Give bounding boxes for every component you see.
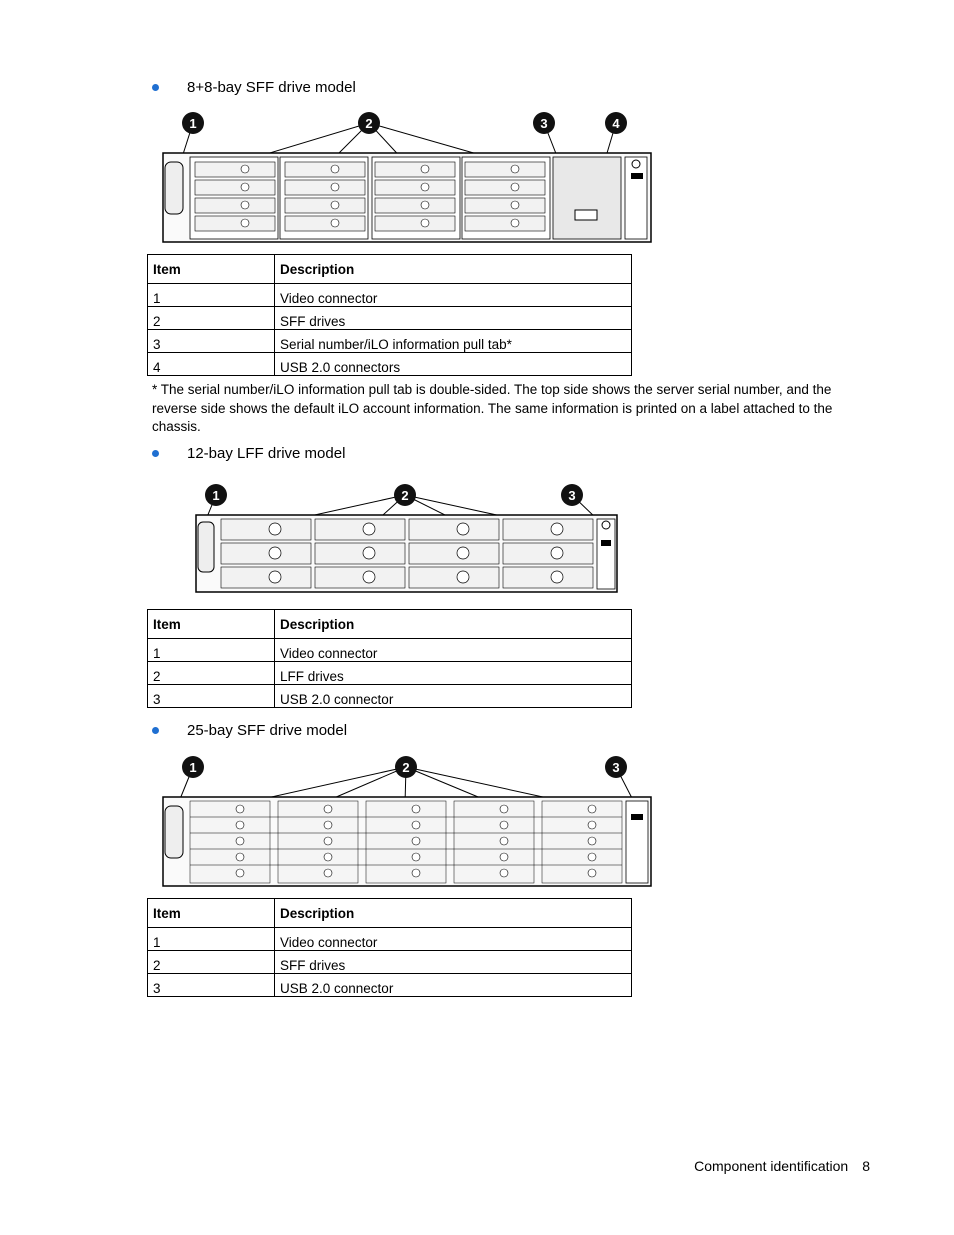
header-description: Description bbox=[275, 610, 632, 639]
header-item: Item bbox=[148, 255, 275, 284]
cell-description: Serial number/iLO information pull tab* bbox=[275, 330, 632, 353]
cell-item: 3 bbox=[148, 685, 275, 708]
figure-8-8-bay-sff bbox=[160, 110, 655, 246]
bullet-12-bay-lff bbox=[152, 445, 345, 462]
callout-1 bbox=[182, 112, 204, 134]
callout-1 bbox=[205, 484, 227, 506]
cell-description: Video connector bbox=[275, 284, 632, 307]
table-row bbox=[148, 330, 632, 353]
header-item: Item bbox=[148, 610, 275, 639]
table-row bbox=[148, 639, 632, 662]
callout-2 bbox=[395, 756, 417, 778]
cell-description: SFF drives bbox=[275, 307, 632, 330]
svg-text:2: 2 bbox=[365, 116, 373, 131]
cell-item: 2 bbox=[148, 307, 275, 330]
svg-text:2: 2 bbox=[401, 488, 409, 503]
cell-item: 3 bbox=[148, 330, 275, 353]
header-description: Description bbox=[275, 255, 632, 284]
cell-item: 4 bbox=[148, 353, 275, 376]
page-footer bbox=[694, 1158, 870, 1174]
footer-section-title: Component identification bbox=[694, 1158, 849, 1174]
bullet-label: 25-bay SFF drive model bbox=[187, 722, 348, 739]
table-row bbox=[148, 307, 632, 330]
table-25-bay bbox=[147, 898, 632, 997]
cell-description: USB 2.0 connector bbox=[275, 974, 632, 997]
callout-2 bbox=[358, 112, 380, 134]
figure-12-bay-lff bbox=[193, 482, 621, 596]
cell-description: USB 2.0 connectors bbox=[275, 353, 632, 376]
table-row bbox=[148, 928, 632, 951]
table-8-8-bay bbox=[147, 254, 632, 376]
table-header-row bbox=[148, 610, 632, 639]
cell-item: 1 bbox=[148, 284, 275, 307]
table-row bbox=[148, 685, 632, 708]
bullet-label: 12-bay LFF drive model bbox=[187, 445, 346, 462]
svg-text:3: 3 bbox=[568, 488, 576, 503]
svg-text:4: 4 bbox=[612, 116, 620, 131]
callout-3 bbox=[533, 112, 555, 134]
header-description: Description bbox=[275, 899, 632, 928]
svg-text:1: 1 bbox=[212, 488, 220, 503]
callout-1 bbox=[182, 756, 204, 778]
cell-item: 2 bbox=[148, 951, 275, 974]
table-row bbox=[148, 662, 632, 685]
table-12-bay bbox=[147, 609, 632, 708]
table-row bbox=[148, 951, 632, 974]
cell-description: USB 2.0 connector bbox=[275, 685, 632, 708]
cell-item: 1 bbox=[148, 928, 275, 951]
table-row bbox=[148, 284, 632, 307]
bullet-8-8-bay bbox=[152, 79, 356, 96]
callout-3 bbox=[561, 484, 583, 506]
callout-2 bbox=[394, 484, 416, 506]
table-header-row bbox=[148, 255, 632, 284]
cell-description: LFF drives bbox=[275, 662, 632, 685]
bullet-dot bbox=[152, 450, 159, 457]
figure-25-bay-sff bbox=[160, 754, 655, 890]
svg-text:1: 1 bbox=[189, 760, 197, 775]
table-header-row bbox=[148, 899, 632, 928]
cell-item: 3 bbox=[148, 974, 275, 997]
page-number: 8 bbox=[862, 1158, 870, 1174]
svg-text:2: 2 bbox=[402, 760, 410, 775]
cell-description: Video connector bbox=[275, 639, 632, 662]
footnote: * The serial number/iLO information pull tab is double-sided. The top side shows the server serial number, and the reverse side shows the default iLO account information. The same information is printed on a label attached to the chassis. bbox=[152, 382, 833, 434]
cell-item: 2 bbox=[148, 662, 275, 685]
svg-text:3: 3 bbox=[540, 116, 548, 131]
svg-text:3: 3 bbox=[612, 760, 620, 775]
header-item: Item bbox=[148, 899, 275, 928]
bullet-dot bbox=[152, 84, 159, 91]
bullet-25-bay-sff bbox=[152, 722, 347, 739]
callout-4 bbox=[605, 112, 627, 134]
table-row bbox=[148, 974, 632, 997]
table-row bbox=[148, 353, 632, 376]
cell-description: SFF drives bbox=[275, 951, 632, 974]
bullet-dot bbox=[152, 727, 159, 734]
cell-description: Video connector bbox=[275, 928, 632, 951]
bullet-label: 8+8-bay SFF drive model bbox=[187, 79, 356, 96]
callout-3 bbox=[605, 756, 627, 778]
svg-text:1: 1 bbox=[189, 116, 197, 131]
cell-item: 1 bbox=[148, 639, 275, 662]
